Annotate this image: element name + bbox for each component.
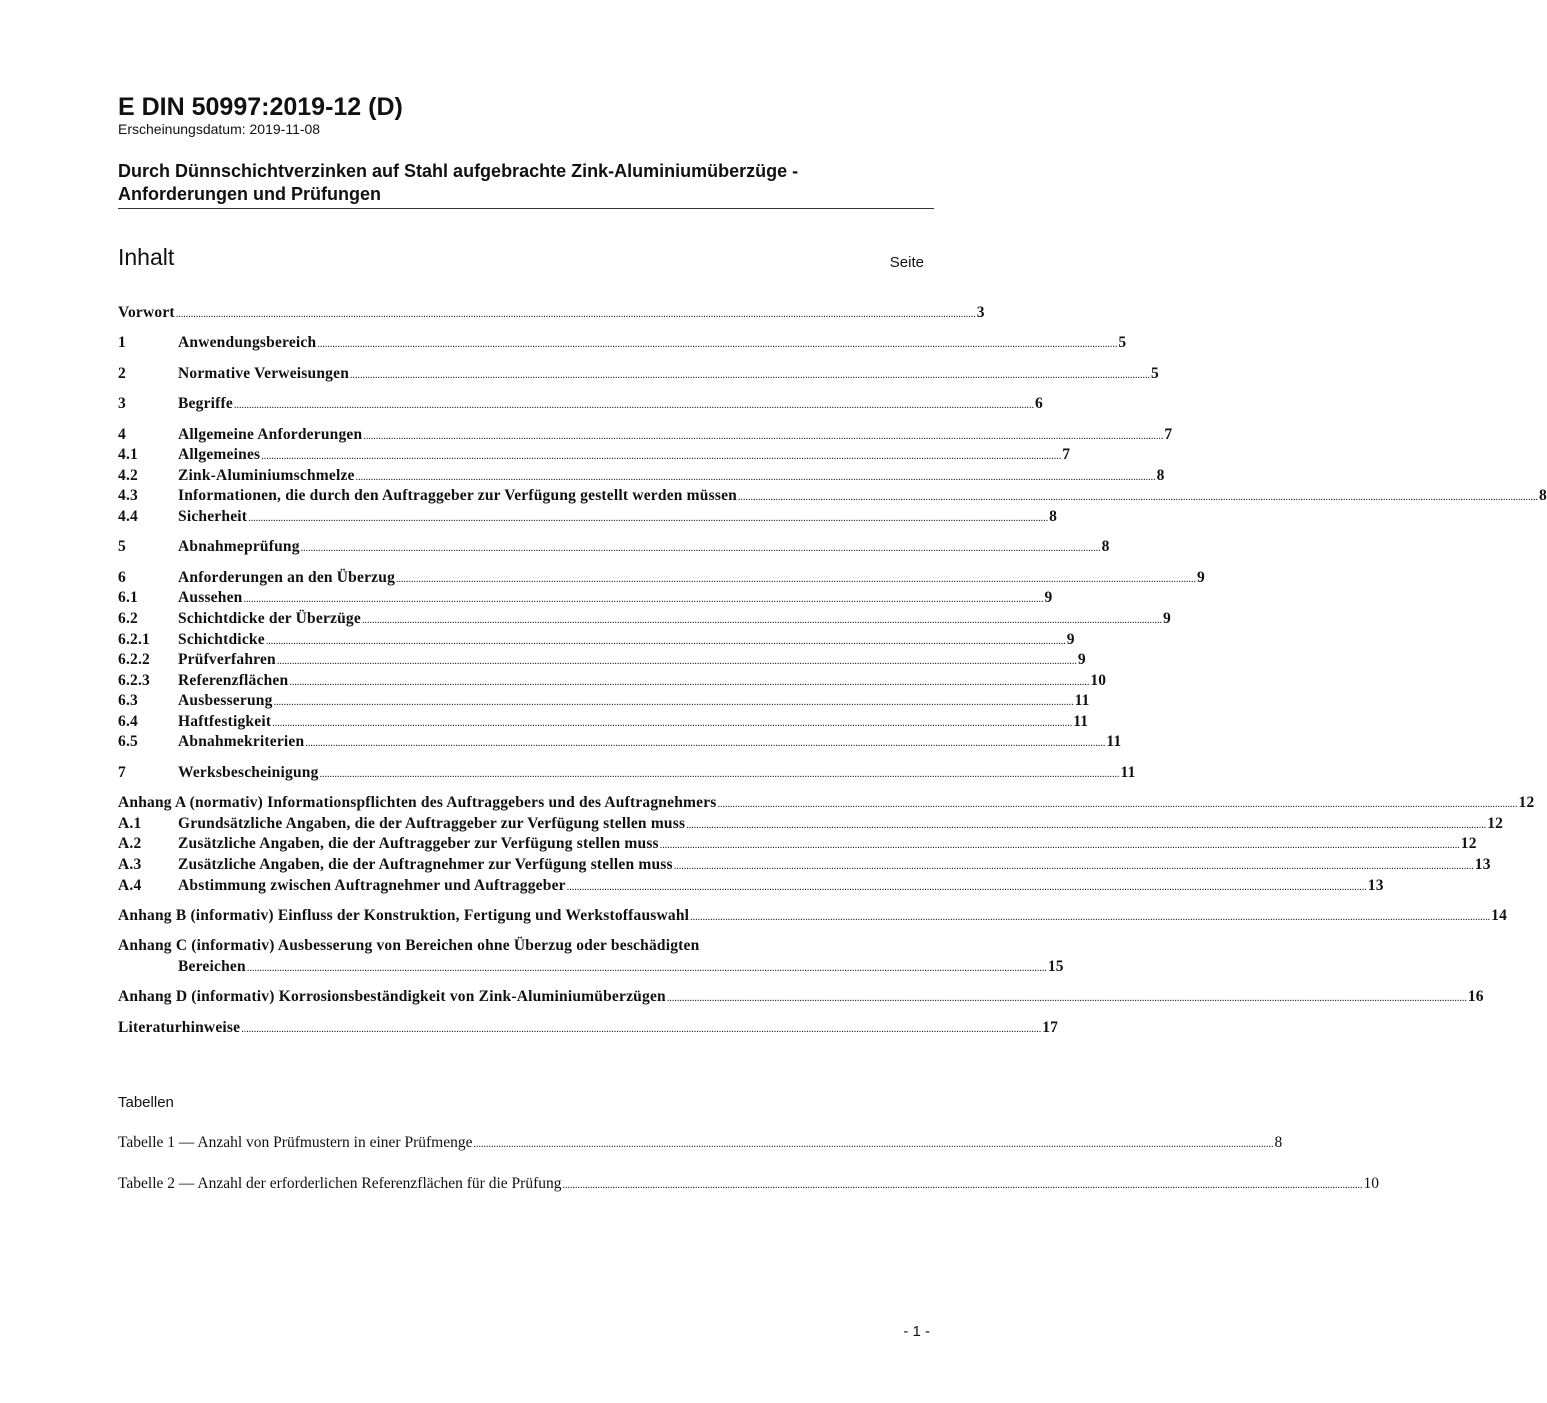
toc-entry-number: A.4 (118, 876, 142, 894)
toc-entry-title: Grundsätzliche Angaben, die der Auftraggeber zur Verfügung stellen muss (178, 814, 686, 832)
toc-entry-4-3[interactable] (118, 486, 1547, 507)
toc-entry-number: 6.2.3 (118, 671, 150, 689)
toc-entry-title: Werksbescheinigung (178, 763, 319, 781)
page-number: - 1 - (903, 1323, 930, 1340)
toc-entry-number: A.1 (118, 814, 142, 832)
toc-entry-number: 6.5 (118, 733, 138, 751)
toc-entry-4-4[interactable] (118, 507, 1058, 528)
toc-entry-title: Schichtdicke (178, 630, 265, 648)
toc-leader-dots (718, 793, 1518, 816)
toc-entry-page: 9 (1197, 568, 1205, 586)
toc-entry-title: Referenzflächen (178, 671, 289, 689)
toc-entry-page: 7 (1062, 446, 1071, 464)
toc-leader-dots (562, 1173, 1362, 1197)
toc-entry-title: Anhang A (normativ) Informationspflichten des Auftraggebers und des Auftragnehmers (118, 794, 717, 812)
toc-entry-page: 8 (1538, 487, 1547, 505)
document-title (118, 160, 934, 209)
toc-leader-dots (317, 333, 1117, 356)
toc-entry-number: 6 (118, 568, 126, 586)
tables-list (118, 1132, 1379, 1195)
toc-heading: Inhalt (118, 244, 175, 270)
toc-entry-title: Anhang B (informativ) Einfluss der Konstruktion, Fertigung und Werkstoffauswahl (118, 907, 690, 925)
toc-entry-title: Allgemeine Anforderungen (178, 425, 363, 443)
toc-leader-dots (289, 671, 1089, 694)
table-entry-title: Tabelle 1 — Anzahl von Prüfmustern in einer Prüfmenge (118, 1134, 473, 1151)
toc-leader-dots (320, 763, 1120, 786)
toc-entry-a-3[interactable] (118, 855, 1491, 876)
toc-entry-7[interactable] (118, 763, 1136, 784)
toc-leader-dots (274, 691, 1074, 714)
toc-entry-page: 9 (1162, 609, 1171, 627)
toc-entry-page: 9 (1077, 651, 1086, 669)
toc-leader-dots (277, 650, 1077, 673)
table-entry-2[interactable] (118, 1173, 1379, 1195)
toc-entry-page: 3 (976, 304, 985, 321)
toc-entry-number: 6.3 (118, 692, 138, 710)
toc-entry-page: 11 (1120, 763, 1136, 781)
toc-entry-6-2-1[interactable] (118, 630, 1075, 651)
toc-entry-a-4[interactable] (118, 876, 1384, 897)
toc-entry-4-1[interactable] (118, 445, 1071, 466)
toc-entry-title: Zink-Aluminiumschmelze (178, 466, 355, 484)
toc-entry-5[interactable] (118, 537, 1110, 558)
toc-entry-title: Anwendungsbereich (178, 334, 317, 352)
toc-entry-page: 14 (1491, 907, 1508, 925)
toc-entry-title: Ausbesserung (178, 692, 273, 710)
issue-date: Erscheinungsdatum: 2019-11-08 (118, 121, 321, 137)
toc-leader-dots (305, 732, 1105, 755)
toc-entry-number: 4.2 (118, 466, 138, 484)
toc-entry-number: 6.2.2 (118, 651, 150, 669)
toc-entry-page: 9 (1044, 589, 1053, 607)
toc-entry-a-1[interactable] (118, 814, 1504, 835)
toc-leader-dots (362, 609, 1162, 632)
toc-entry-number: 4.1 (118, 446, 138, 464)
toc-leader-dots (247, 957, 1047, 980)
toc-entry-6-2[interactable] (118, 609, 1171, 630)
toc-entry-number: 7 (118, 763, 126, 781)
toc-entry-page: 15 (1047, 958, 1064, 975)
page-column-label: Seite (889, 254, 924, 271)
toc-entry-annex-d[interactable] (118, 987, 1484, 1008)
toc-entry-page: 5 (1118, 334, 1127, 352)
toc-leader-dots (301, 537, 1101, 560)
toc-entry-page: 8 (1049, 507, 1058, 525)
toc-entry-page: 7 (1164, 425, 1173, 443)
toc-leader-dots (356, 466, 1156, 489)
toc-entry-annex-c[interactable] (118, 936, 930, 957)
toc-entry-page: 11 (1074, 692, 1090, 710)
toc-entry-number: 4.3 (118, 487, 138, 505)
toc-entry-6-3[interactable] (118, 691, 1090, 712)
toc-entry-vorwort[interactable] (118, 303, 985, 324)
toc-entry-title: Begriffe (178, 395, 233, 413)
toc-entry-number: 4 (118, 425, 126, 443)
toc-entry-page: 10 (1090, 671, 1107, 689)
toc-entry-annex-c-continued[interactable] (118, 957, 1064, 978)
toc-leader-dots (241, 1018, 1041, 1041)
toc-entry-page: 12 (1518, 794, 1535, 812)
toc-entry-title: Allgemeines (178, 446, 261, 464)
toc-entry-page: 8 (1101, 538, 1110, 556)
toc-entry-page: 12 (1487, 814, 1504, 832)
toc-entry-annex-b[interactable] (118, 906, 1508, 927)
toc-entry-title: Literaturhinweise (118, 1018, 241, 1036)
toc-leader-dots (363, 425, 1163, 448)
toc-entry-page: 6 (1034, 395, 1043, 413)
toc-leader-dots (667, 987, 1467, 1010)
toc-entry-number: 6.4 (118, 712, 138, 730)
document-id: E DIN 50997:2019-12 (D) (118, 93, 403, 121)
toc-entry-title: Anforderungen an den Überzug (178, 568, 396, 586)
toc-entry-title: Zusätzliche Angaben, die der Auftragnehmer zur Verfügung stellen muss (178, 856, 673, 874)
toc-entry-title: Prüfverfahren (178, 651, 276, 669)
toc-entry-6-5[interactable] (118, 732, 1122, 753)
toc-entry-title: Informationen, die durch den Auftraggeber zur Verfügung gestellt werden müssen (178, 487, 737, 505)
toc-entry-6-1[interactable] (118, 588, 1053, 609)
toc-entry-title: Abstimmung zwischen Auftragnehmer und Auftraggeber (178, 876, 566, 894)
toc-entry-title: Normative Verweisungen (178, 364, 350, 382)
toc-entry-number: 2 (118, 364, 126, 382)
toc-leader-dots (686, 814, 1486, 837)
toc-entry-number: 4.4 (118, 507, 138, 525)
toc-leader-dots (272, 712, 1072, 735)
toc-entry-page: 9 (1066, 630, 1075, 648)
table-of-contents (118, 303, 1547, 1038)
toc-entry-number: 6.2 (118, 609, 138, 627)
toc-entry-title: Anhang D (informativ) Korrosionsbeständigkeit von Zink-Aluminiumüberzügen (118, 988, 666, 1006)
toc-entry-title: Schichtdicke der Überzüge (178, 609, 361, 627)
toc-entry-number: 6.2.1 (118, 630, 150, 648)
toc-entry-page: 11 (1073, 712, 1089, 730)
toc-entry-title: Abnahmekriterien (178, 733, 305, 751)
toc-entry-title: Anhang C (informativ) Ausbesserung von Bereichen ohne Überzug oder beschädigten (118, 937, 700, 955)
toc-entry-2[interactable] (118, 364, 1159, 385)
toc-entry-number: A.2 (118, 835, 142, 853)
toc-entry-title: Sicherheit (178, 507, 248, 525)
toc-entry-page: 13 (1474, 856, 1491, 874)
toc-entry-6[interactable] (118, 568, 1205, 589)
toc-leader-dots (674, 855, 1474, 878)
toc-leader-dots (234, 394, 1034, 417)
toc-entry-6-2-3[interactable] (118, 671, 1107, 692)
table-entry-page: 10 (1363, 1175, 1379, 1192)
toc-entry-1[interactable] (118, 333, 1127, 354)
toc-leader-dots (660, 834, 1460, 857)
toc-entry-page: 13 (1367, 876, 1384, 894)
toc-entry-3[interactable] (118, 394, 1043, 415)
toc-entry-number: A.3 (118, 856, 142, 874)
toc-entry-page: 11 (1106, 733, 1122, 751)
toc-leader-dots (248, 507, 1048, 530)
toc-entry-page: 5 (1151, 364, 1159, 382)
toc-entry-page: 8 (1156, 466, 1165, 484)
toc-entry-bibliography[interactable] (118, 1018, 1059, 1039)
toc-entry-title: Bereichen (178, 958, 246, 975)
toc-entry-number: 3 (118, 395, 126, 413)
tables-heading: Tabellen (118, 1094, 174, 1111)
toc-leader-dots (690, 906, 1490, 929)
toc-leader-dots (350, 364, 1150, 387)
toc-entry-number: 1 (118, 334, 126, 352)
toc-entry-a-2[interactable] (118, 834, 1477, 855)
toc-entry-number: 5 (118, 538, 126, 556)
toc-entry-title: Vorwort (118, 304, 175, 321)
toc-entry-number: 6.1 (118, 589, 138, 607)
toc-leader-dots (261, 445, 1061, 468)
toc-entry-page: 12 (1460, 835, 1477, 853)
document-title-line-2: Anforderungen und Prüfungen (118, 184, 381, 204)
table-entry-title: Tabelle 2 — Anzahl der erforderlichen Referenzflächen für die Prüfung (118, 1175, 562, 1192)
toc-entry-title: Haftfestigkeit (178, 712, 272, 730)
toc-entry-annex-a[interactable] (118, 793, 1535, 814)
table-entry-1[interactable] (118, 1132, 1283, 1154)
toc-leader-dots (243, 588, 1043, 611)
toc-entry-4[interactable] (118, 425, 1173, 446)
toc-entry-4-2[interactable] (118, 466, 1165, 487)
toc-leader-dots (176, 303, 976, 326)
document-title-line-1: Durch Dünnschichtverzinken auf Stahl aufgebrachte Zink-Aluminiumüberzüge - (118, 161, 799, 181)
toc-entry-6-4[interactable] (118, 712, 1089, 733)
toc-leader-dots (567, 876, 1367, 899)
toc-leader-dots (473, 1132, 1273, 1156)
toc-entry-title: Zusätzliche Angaben, die der Auftraggeber zur Verfügung stellen muss (178, 835, 659, 853)
toc-entry-6-2-2[interactable] (118, 650, 1086, 671)
table-entry-page: 8 (1274, 1134, 1283, 1151)
toc-entry-title: Aussehen (178, 589, 243, 607)
toc-leader-dots (396, 568, 1196, 591)
toc-leader-dots (266, 630, 1066, 653)
toc-entry-page: 17 (1042, 1018, 1059, 1036)
toc-entry-title: Abnahmeprüfung (178, 538, 300, 556)
document-page (118, 0, 1547, 1403)
toc-leader-dots (738, 486, 1538, 509)
toc-entry-page: 16 (1467, 988, 1484, 1006)
